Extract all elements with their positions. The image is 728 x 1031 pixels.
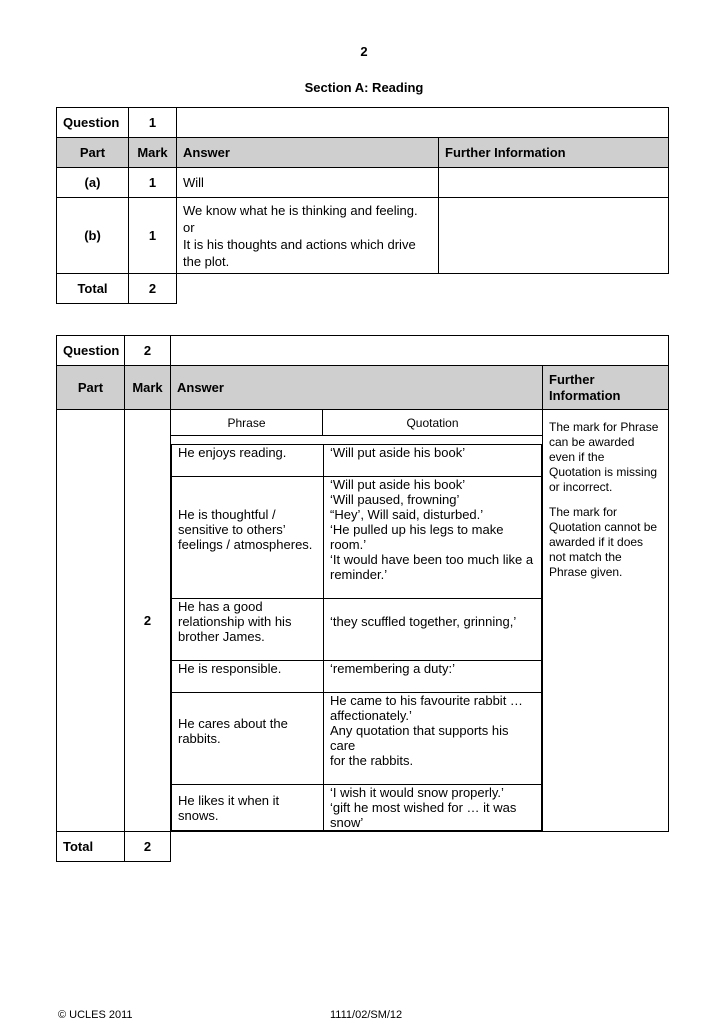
part-header: Part: [57, 366, 125, 410]
phrase-text: He is thoughtful /: [178, 507, 276, 522]
list-item: [172, 785, 542, 831]
phrase-text: feelings / atmospheres.: [178, 537, 313, 552]
question-1-table: [56, 107, 669, 304]
quotation-text: ‘they scuffled together, grinning,’: [330, 614, 517, 629]
total-value: 2: [129, 274, 177, 304]
phrase-text: He enjoys reading.: [178, 445, 287, 460]
mark-header: Mark: [125, 366, 171, 410]
answer-header: Answer: [177, 138, 439, 168]
total-label: Total: [57, 274, 129, 304]
list-item: [172, 445, 542, 477]
quotation-text: snow’: [330, 815, 364, 830]
question-number: 2: [125, 336, 171, 366]
quotation-text: for the rabbits.: [330, 753, 414, 768]
list-item: [172, 599, 542, 661]
question-number: 1: [129, 108, 177, 138]
footer-copyright: © UCLES 2011: [58, 1009, 133, 1021]
list-item: [172, 477, 542, 599]
total-value: 2: [125, 832, 171, 862]
phrase-text: He is responsible.: [178, 661, 282, 676]
list-item: [172, 661, 542, 693]
further-notes-cell: [543, 410, 669, 832]
further-info-line: Information: [549, 387, 621, 403]
answer-line: the plot.: [183, 253, 230, 269]
further-info-line: Further: [549, 371, 595, 387]
phrase-text: He cares about the: [178, 715, 288, 731]
quotation-text: ‘gift he most wished for … it was: [330, 800, 517, 815]
quotation-text: ‘remembering a duty:’: [330, 661, 455, 676]
quotation-header: Quotation: [323, 410, 543, 436]
phrase-text: rabbits.: [178, 730, 221, 746]
quotation-text: ‘Will paused, frowning’: [330, 492, 460, 507]
quotation-text: ‘I wish it would snow properly.’: [330, 785, 504, 800]
question-label: Question: [57, 336, 125, 366]
table-row: [57, 168, 669, 198]
quotation-text: reminder.’: [330, 567, 388, 582]
quotation-text: ‘It would have been too much like a: [330, 552, 534, 567]
mark-header: Mark: [129, 138, 177, 168]
further-information-header: [543, 366, 669, 410]
table-row: [57, 198, 669, 274]
question-label: Question: [57, 108, 129, 138]
page-number: 2: [360, 44, 368, 59]
quotation-text: affectionately.’: [330, 708, 412, 723]
list-item: [172, 693, 542, 785]
mark-cell: 1: [129, 168, 177, 198]
phrase-text: He has a good: [178, 599, 263, 614]
quotation-text: ‘Will put aside his book’: [330, 445, 466, 460]
quotation-text: He came to his favourite rabbit …: [330, 693, 523, 708]
phrase-quotation-list: [171, 436, 543, 832]
quotation-text: Any quotation that supports his care: [330, 723, 509, 753]
answer-header: Answer: [171, 366, 543, 410]
question-2-table: [56, 335, 669, 862]
further-note: The mark for Quotation cannot be awarded if it does not match the Phrase given.: [549, 505, 658, 579]
answer-line: We know what he is thinking and feeling.: [183, 202, 418, 218]
answer-cell: [177, 198, 439, 274]
quotation-text: ‘He pulled up his legs to make room.’: [330, 522, 504, 552]
further-note: The mark for Phrase can be awarded even if the Quotation is missing or incorrect.: [549, 420, 659, 494]
part-cell: (a): [57, 168, 129, 198]
answer-line: It is his thoughts and actions which drive: [183, 236, 416, 252]
phrase-text: sensitive to others’: [178, 522, 286, 537]
quotation-text: “Hey’, Will said, disturbed.’: [330, 507, 484, 522]
part-header: Part: [57, 138, 129, 168]
mark-cell: 1: [129, 198, 177, 274]
quotation-text: ‘Will put aside his book’: [330, 477, 466, 492]
answer-cell: Will: [177, 168, 439, 198]
footer-code: 1111/02/SM/12: [330, 1009, 403, 1021]
total-label: Total: [57, 832, 125, 862]
phrase-text: brother James.: [178, 629, 265, 644]
part-cell: (b): [57, 198, 129, 274]
further-information-header: Further Information: [439, 138, 669, 168]
mark-cell: 2: [125, 410, 171, 832]
phrase-header: Phrase: [171, 410, 323, 436]
answer-line: or: [183, 219, 195, 235]
section-title: Section A: Reading: [304, 80, 424, 95]
phrase-text: relationship with his: [178, 614, 292, 629]
phrase-text: He likes it when it snows.: [178, 792, 280, 823]
